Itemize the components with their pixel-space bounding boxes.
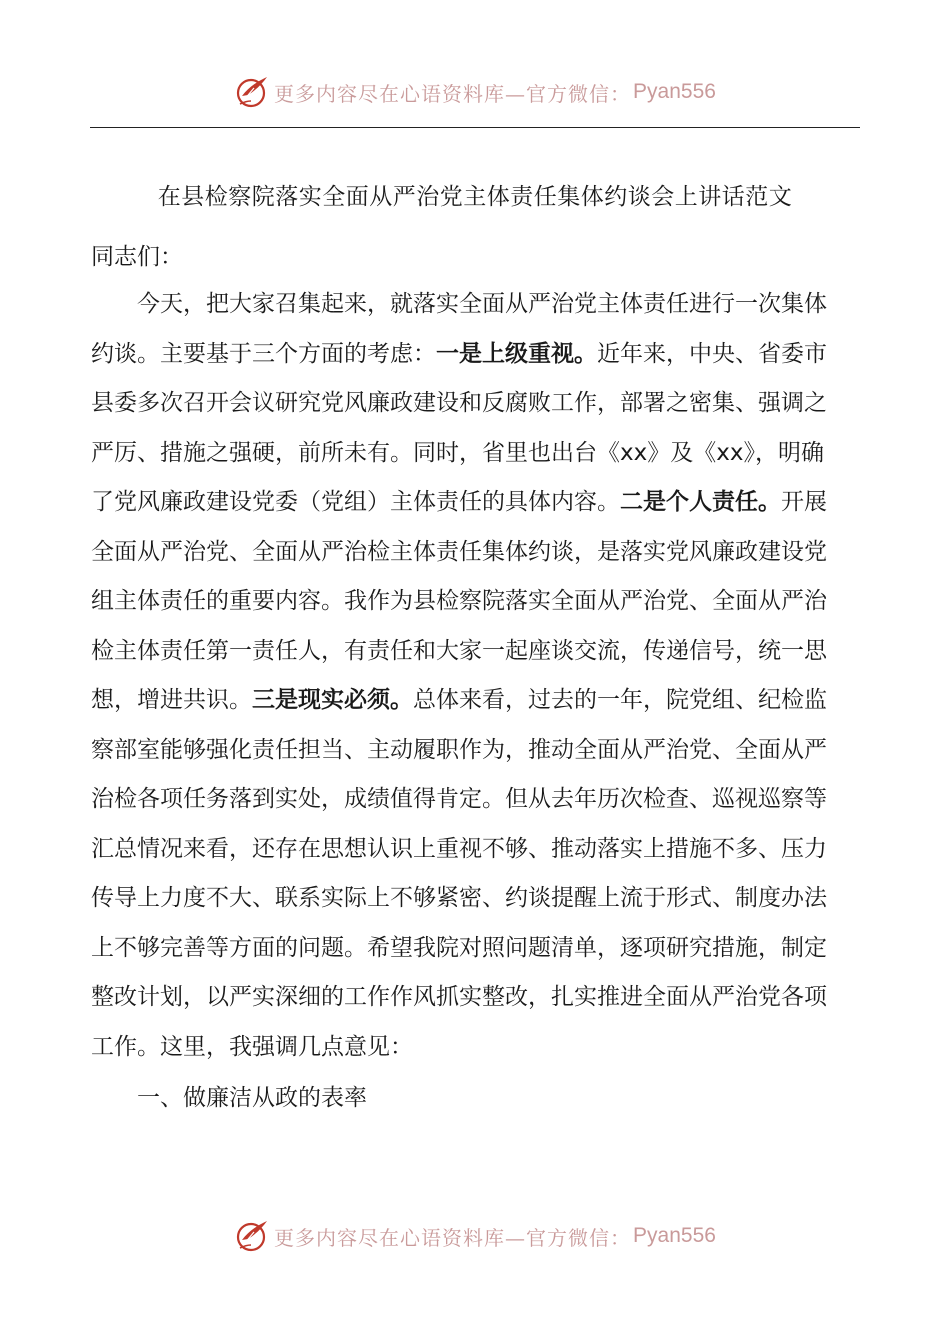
paragraph-line: 约谈。主要基于三个方面的考虑：一是上级重视。近年来，中央、省委市: [91, 340, 827, 367]
paragraph-line: 工作。这里，我强调几点意见：: [91, 1033, 413, 1060]
paragraph-line: 组主体责任的重要内容。我作为县检察院落实全面从严治党、全面从严治: [91, 588, 827, 614]
footer-watermark: [0, 1216, 950, 1256]
body-paragraph: [91, 288, 861, 1080]
paragraph-line: 今天，把大家召集起来，就落实全面从严治党主体责任进行一次集体: [137, 291, 827, 317]
quill-logo-icon: [234, 1218, 270, 1254]
watermark-slogan: 更多内容尽在心语资料库—官方微信：: [274, 1225, 632, 1250]
watermark-slogan: 更多内容尽在心语资料库—官方微信：: [274, 81, 632, 106]
watermark-wechat-id: Pyan556: [633, 80, 716, 103]
watermark-wechat-id: Pyan556: [633, 1224, 716, 1247]
emphasis-point-two: 二是个人责任。: [620, 489, 781, 515]
paragraph-line: 整改计划，以严实深细的工作作风抓实整改，扎实推进全面从严治党各项: [91, 984, 827, 1010]
header-watermark: [0, 72, 950, 112]
section-heading: 一、做廉洁从政的表率: [137, 1085, 367, 1111]
paragraph-line: 传导上力度不大、联系实际上不够紧密、约谈提醒上流于形式、制度办法: [91, 885, 827, 911]
salutation: 同志们：: [91, 244, 183, 270]
paragraph-line: 了党风廉政建设党委（党组）主体责任的具体内容。二是个人责任。开展: [91, 489, 827, 515]
emphasis-point-one: 一是上级重视。: [436, 340, 597, 367]
header-divider: [90, 127, 860, 128]
paragraph-line: 察部室能够强化责任担当、主动履职作为，推动全面从严治党、全面从严: [91, 736, 827, 763]
quill-logo-icon: [234, 74, 270, 110]
paragraph-line: 想，增进共识。三是现实必须。总体来看，过去的一年，院党组、纪检监: [91, 687, 827, 713]
paragraph-line: 严厉、措施之强硬，前所未有。同时，省里也出台《xx》及《xx》，明确: [91, 439, 824, 466]
paragraph-line: 全面从严治党、全面从严治检主体责任集体约谈，是落实党风廉政建设党: [91, 538, 827, 565]
paragraph-line: 县委多次召开会议研究党风廉政建设和反腐败工作，部署之密集、强调之: [91, 390, 827, 416]
paragraph-line: 治检各项任务落到实处，成绩值得肯定。但从去年历次检查、巡视巡察等: [91, 786, 827, 812]
paragraph-line: 汇总情况来看，还存在思想认识上重视不够、推动落实上措施不多、压力: [91, 835, 827, 862]
emphasis-point-three: 三是现实必须。: [252, 687, 413, 713]
document-title: 在县检察院落实全面从严治党主体责任集体约谈会上讲话范文: [157, 184, 793, 210]
paragraph-line: 上不够完善等方面的问题。希望我院对照问题清单，逐项研究措施，制定: [91, 934, 827, 961]
paragraph-line: 检主体责任第一责任人，有责任和大家一起座谈交流，传递信号，统一思: [91, 637, 827, 664]
